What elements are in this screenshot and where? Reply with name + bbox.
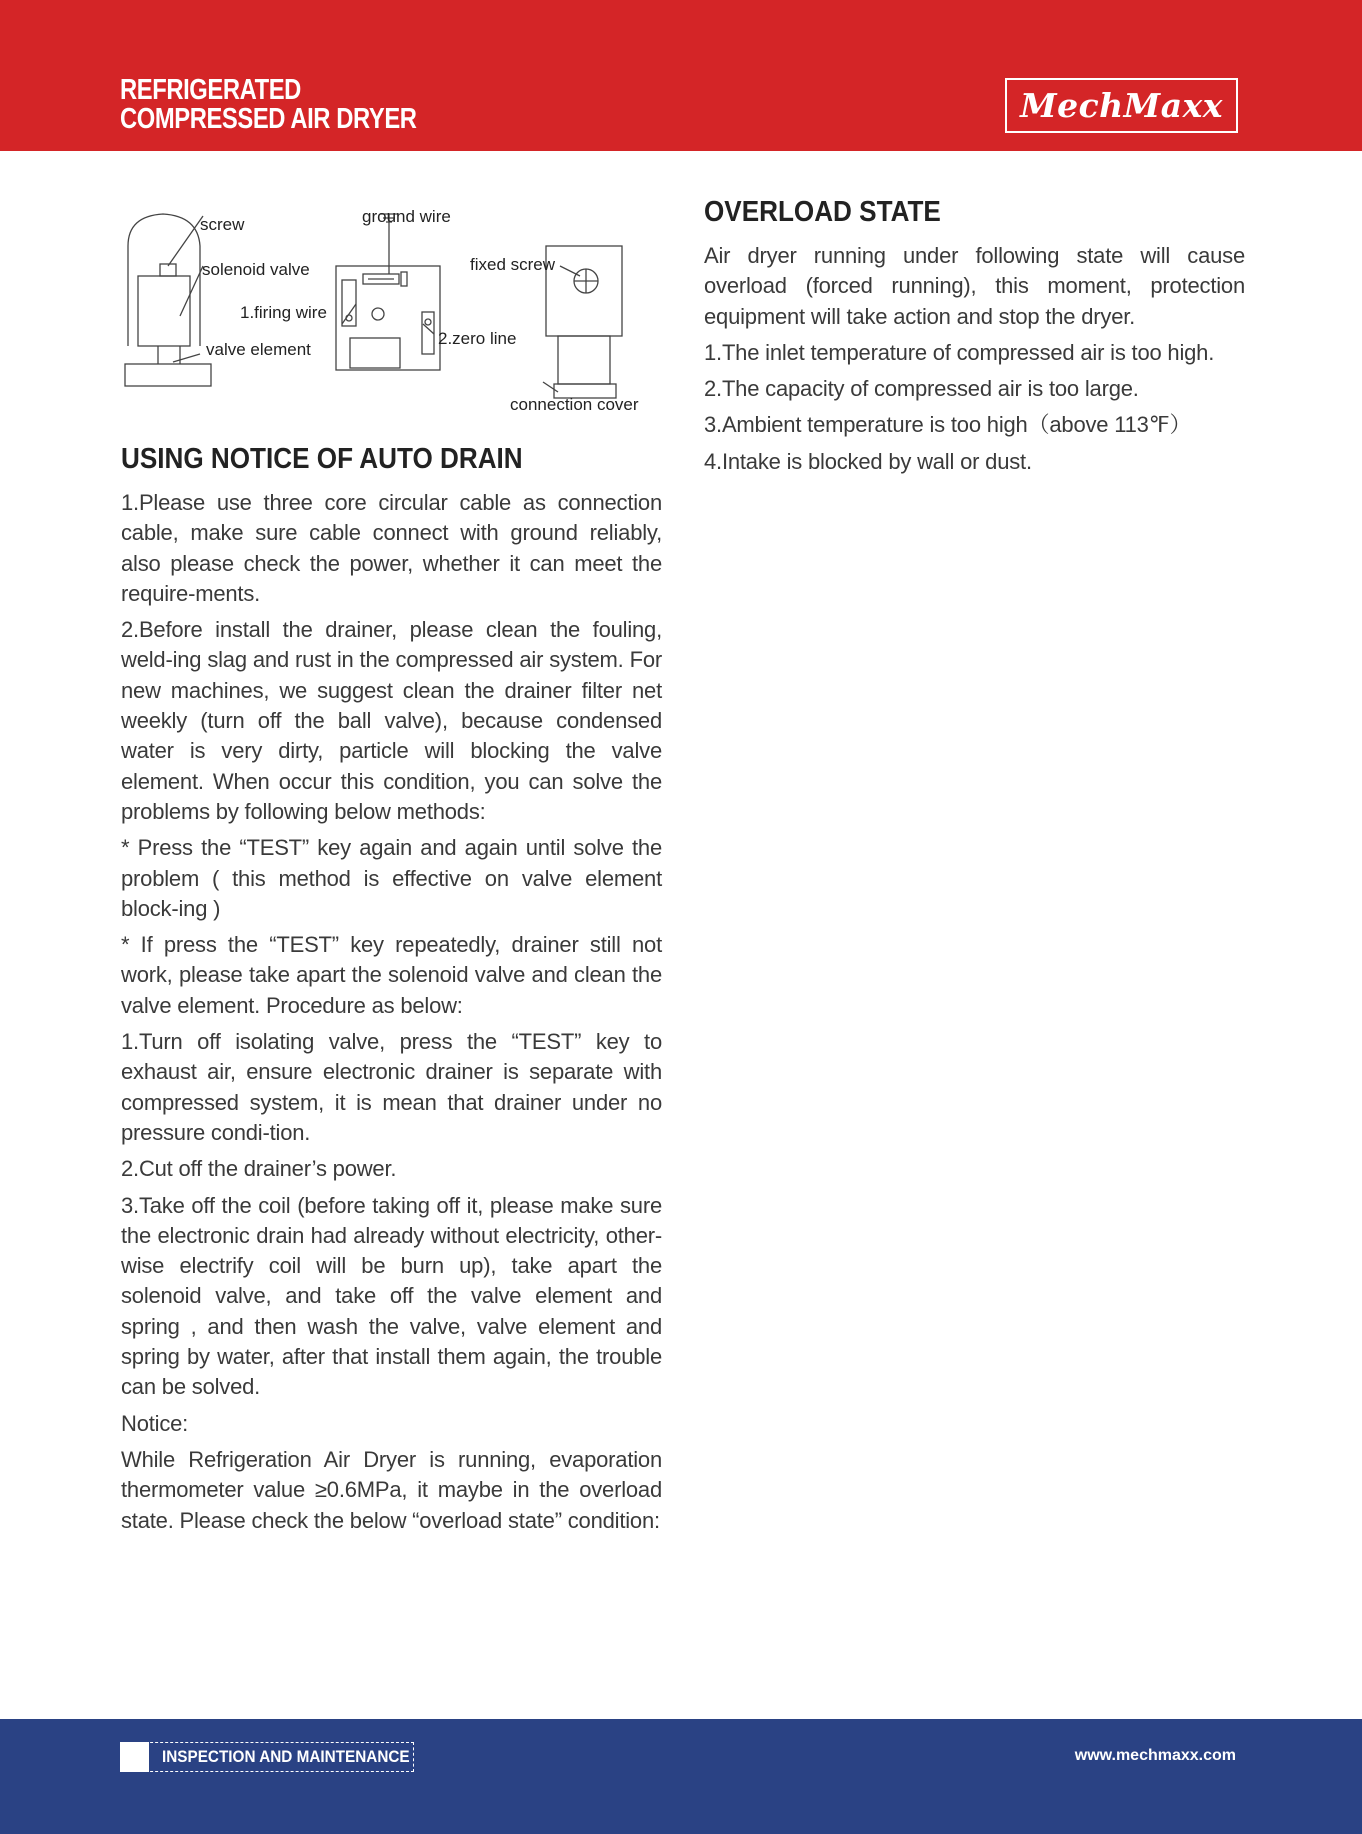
auto-drain-section: [121, 443, 662, 1542]
footer-section-label: INSPECTION AND MAINTENANCE: [162, 1747, 410, 1766]
auto-drain-para-9: While Refrigeration Air Dryer is running, evaporation thermometer value ≥0.6MPa, it maybe in the overload state. Please check the below “overload state” condition:: [121, 1446, 662, 1533]
auto-drain-para-7: 3.Take off the coil (before taking off it, please make sure the electronic drain had already without electricity, other-wise electrify coil will be burn up), take apart the solenoid valve, and take off the valve element and spring , and then wash the valve, valve element and spring by water, after that install them again, the trouble can be solved.: [121, 1192, 662, 1400]
overload-intro: Air dryer running under following state will cause overload (forced running), this moment, protection equipment will take action and stop the dryer.: [704, 243, 1245, 329]
solenoid-diagram: [118, 196, 658, 421]
auto-drain-para-2: 2.Before install the drainer, please clean the fouling, weld-ing slag and rust in the compressed air system. For new machines, we suggest clean the drainer filter net weekly (turn off the ball valve), because condensed water is very dirty, particle will blocking the valve element. When occur this condition, you can solve the problems by following below methods:: [121, 617, 662, 824]
connector-box: [546, 246, 622, 336]
auto-drain-para-3: * Press the “TEST” key again and again until solve the problem ( this method is effective on valve element block-ing ): [121, 835, 662, 921]
label-solenoid-valve: solenoid valve: [202, 260, 310, 279]
label-zero-line: 2.zero line: [438, 329, 517, 348]
overload-item-3: 3.Ambient temperature is too high（above 113℉）: [704, 412, 1192, 438]
label-ground-wire: ground wire: [362, 207, 451, 226]
coil-housing: [128, 214, 200, 346]
auto-drain-para-5: 1.Turn off isolating valve, press the “TEST” key to exhaust air, ensure electronic drainer is separate with compressed system, it is mean that drainer under no pressure condi-tion.: [121, 1029, 662, 1145]
label-firing-wire: 1.firing wire: [240, 303, 327, 322]
auto-drain-notice: Notice:: [121, 1410, 189, 1436]
footer-square-marker: [120, 1742, 149, 1772]
document-title: [120, 76, 417, 134]
label-fixed-screw: fixed screw: [470, 255, 556, 274]
title-line-2: COMPRESSED AIR DRYER: [120, 103, 417, 135]
title-line-1: REFRIGERATED: [120, 74, 301, 106]
auto-drain-para-1: 1.Please use three core circular cable as connection cable, make sure cable connect with ground reliably, also please check the power, whether it can meet the require-ments.: [121, 490, 662, 606]
footer-banner: [0, 1719, 1362, 1834]
overload-heading: OVERLOAD STATE: [704, 196, 941, 228]
auto-drain-para-4: * If press the “TEST” key repeatedly, drainer still not work, please take apart the solenoid valve and clean the valve element. Procedure as below:: [121, 932, 662, 1018]
brand-logo: MechMaxx: [1005, 78, 1238, 133]
label-valve-element: valve element: [206, 340, 311, 359]
label-screw: screw: [200, 215, 245, 234]
auto-drain-heading: USING NOTICE OF AUTO DRAIN: [121, 443, 523, 475]
valve-base: [125, 364, 211, 386]
overload-item-2: 2.The capacity of compressed air is too large.: [704, 376, 1139, 402]
overload-section: [704, 196, 1245, 483]
footer-website-link[interactable]: www.mechmaxx.com: [1074, 1747, 1236, 1764]
label-connection-cover: connection cover: [510, 395, 639, 414]
overload-item-1: 1.The inlet temperature of compressed air is too high.: [704, 339, 1215, 365]
overload-item-4: 4.Intake is blocked by wall or dust.: [704, 448, 1032, 474]
auto-drain-para-6: 2.Cut off the drainer’s power.: [121, 1156, 397, 1182]
